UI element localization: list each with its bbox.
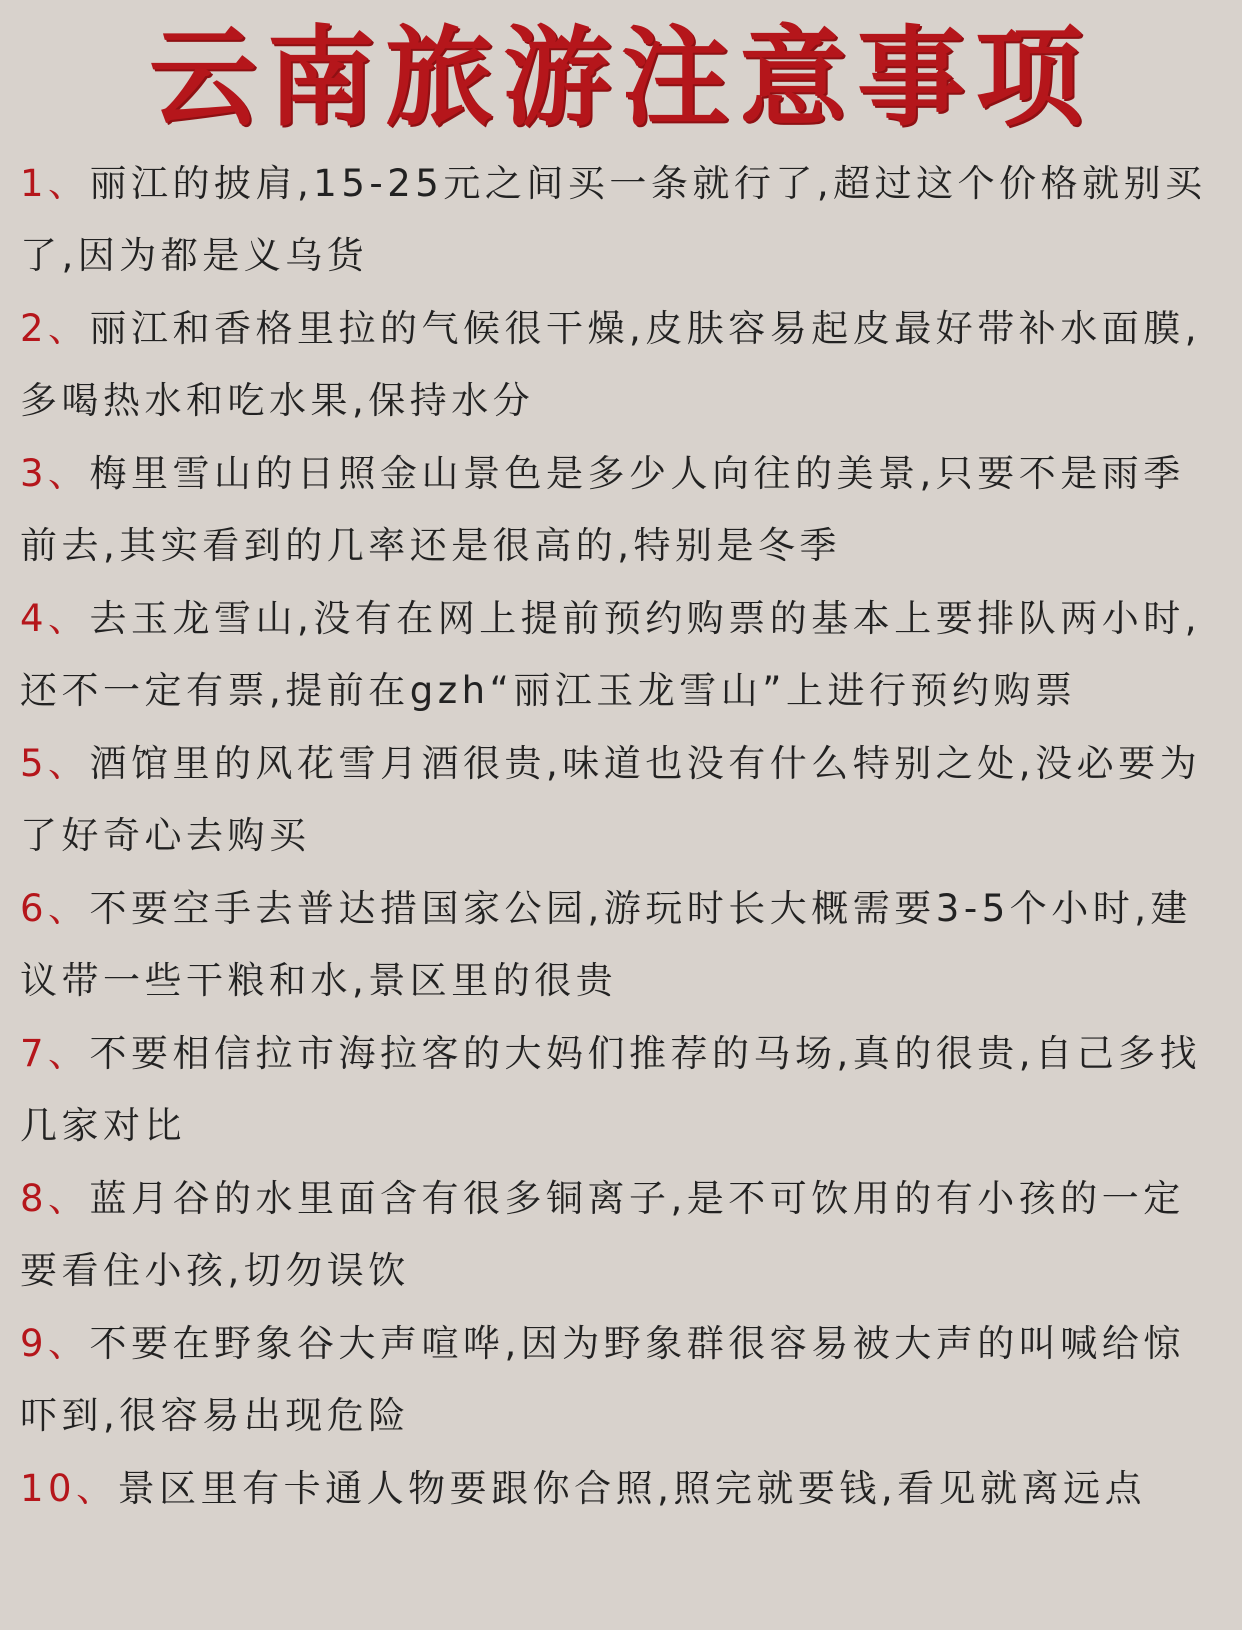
tip-text: 梅里雪山的日照金山景色是多少人向往的美景,只要不是雨季前去,其实看到的几率还是很高的,特别是冬季 bbox=[20, 452, 1185, 567]
tip-text: 不要在野象谷大声喧哗,因为野象群很容易被大声的叫喊给惊吓到,很容易出现危险 bbox=[20, 1322, 1185, 1437]
tip-text: 蓝月谷的水里面含有很多铜离子,是不可饮用的有小孩的一定要看住小孩,切勿误饮 bbox=[20, 1177, 1185, 1292]
tip-item-4 bbox=[20, 583, 1222, 728]
tip-number: 2、 bbox=[20, 307, 90, 350]
tip-number: 7、 bbox=[20, 1032, 90, 1075]
tip-item-3 bbox=[20, 438, 1222, 583]
tip-text: 不要空手去普达措国家公园,游玩时长大概需要3-5个小时,建议带一些干粮和水,景区里的很贵 bbox=[20, 887, 1192, 1002]
tip-text: 不要相信拉市海拉客的大妈们推荐的马场,真的很贵,自己多找几家对比 bbox=[20, 1032, 1202, 1147]
tip-item-6 bbox=[20, 873, 1222, 1018]
tip-number: 9、 bbox=[20, 1322, 90, 1365]
tip-item-10 bbox=[20, 1453, 1222, 1598]
tip-text: 丽江的披肩,15-25元之间买一条就行了,超过这个价格就别买了,因为都是义乌货 bbox=[20, 162, 1207, 277]
tip-text: 去玉龙雪山,没有在网上提前预约购票的基本上要排队两小时,还不一定有票,提前在gzh“丽江玉龙雪山”上进行预约购票 bbox=[20, 597, 1202, 712]
tip-text: 丽江和香格里拉的气候很干燥,皮肤容易起皮最好带补水面膜,多喝热水和吃水果,保持水分 bbox=[20, 307, 1202, 422]
tips-list bbox=[20, 148, 1222, 1598]
tip-item-7 bbox=[20, 1018, 1222, 1163]
tip-number: 8、 bbox=[20, 1177, 90, 1220]
tip-item-8 bbox=[20, 1163, 1222, 1308]
tip-number: 5、 bbox=[20, 742, 90, 785]
tip-text: 景区里有卡通人物要跟你合照,照完就要钱,看见就离远点 bbox=[117, 1467, 1147, 1510]
tip-item-1 bbox=[20, 148, 1222, 293]
tip-item-5 bbox=[20, 728, 1222, 873]
tip-text: 酒馆里的风花雪月酒很贵,味道也没有什么特别之处,没必要为了好奇心去购买 bbox=[20, 742, 1202, 857]
tip-number: 10、 bbox=[20, 1467, 118, 1510]
tip-number: 6、 bbox=[20, 887, 90, 930]
page-title: 云南旅游注意事项 bbox=[148, 15, 1093, 141]
tip-item-9 bbox=[20, 1308, 1222, 1453]
tip-number: 3、 bbox=[20, 452, 90, 495]
tip-number: 4、 bbox=[20, 597, 90, 640]
tip-number: 1、 bbox=[20, 162, 90, 205]
tip-item-2 bbox=[20, 293, 1222, 438]
